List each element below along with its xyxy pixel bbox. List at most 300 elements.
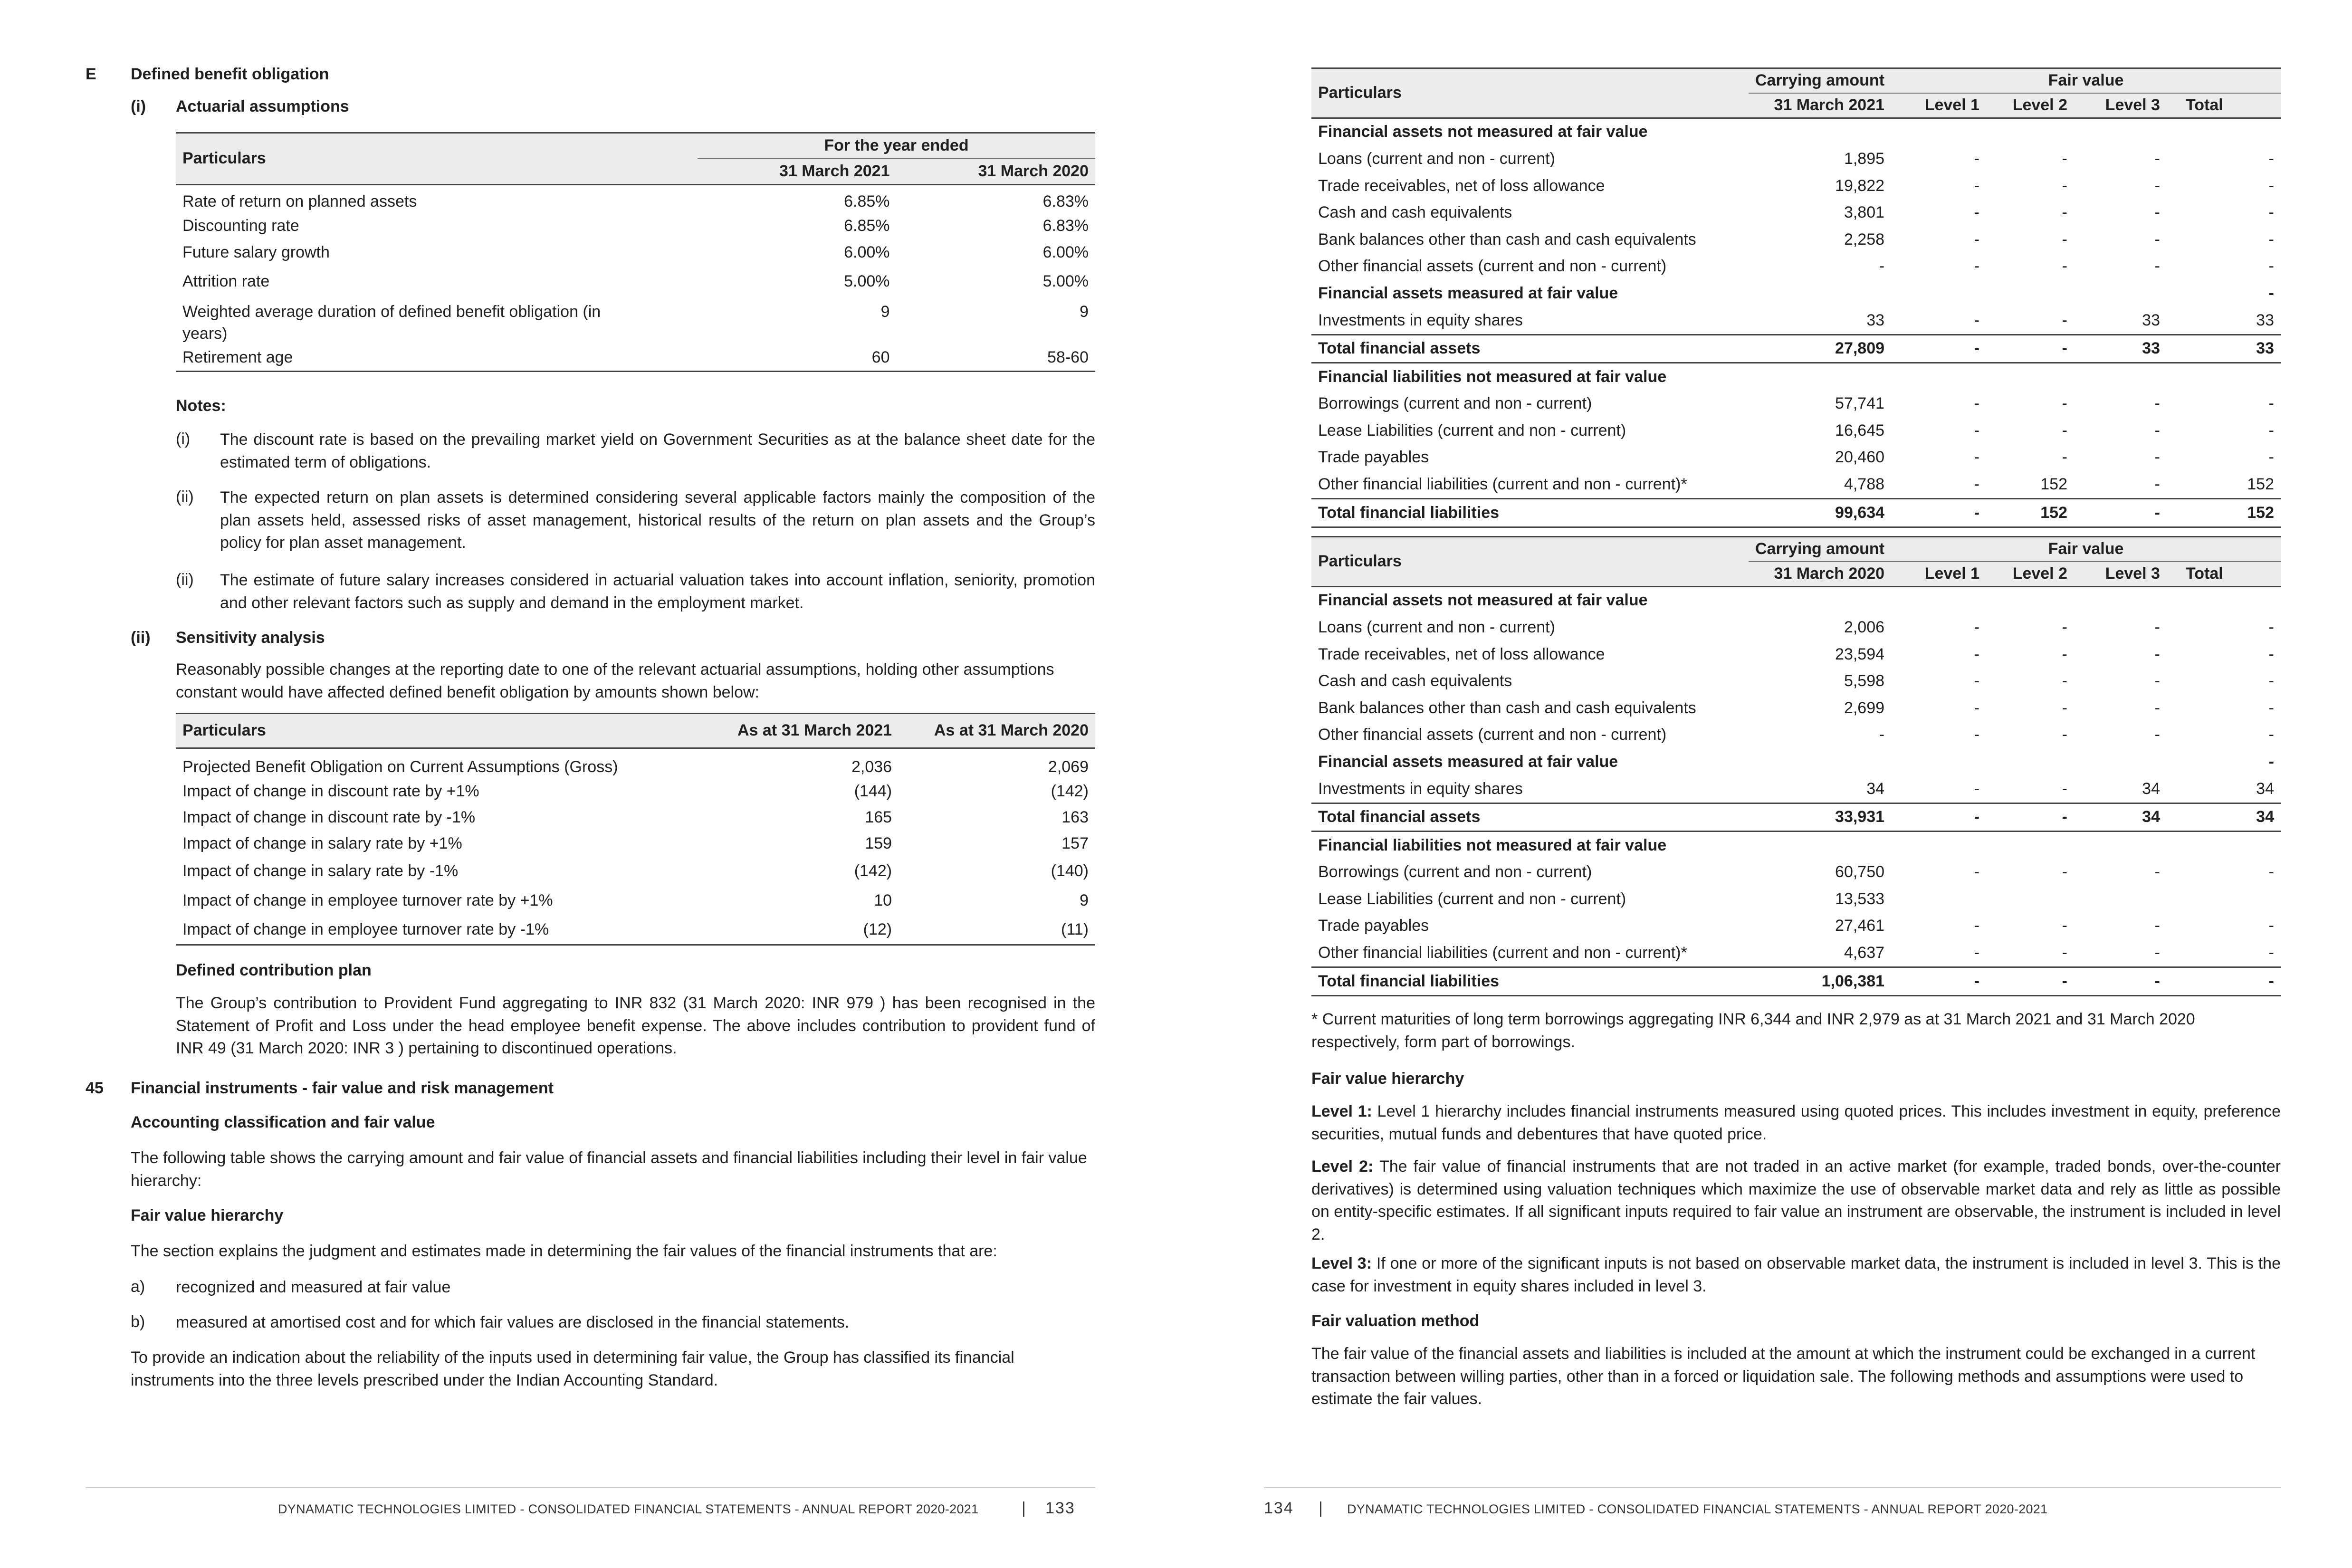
cell-level2: -	[2062, 176, 2067, 195]
cell-level2: -	[2062, 726, 2067, 744]
cell-total: -	[2268, 618, 2274, 636]
cell-2021: 165	[865, 808, 892, 826]
row-label: Retirement age	[182, 348, 293, 366]
section-row	[1311, 587, 2281, 614]
cell-level2	[1986, 363, 2074, 391]
cell-carrying	[1749, 363, 1891, 391]
table-row	[1311, 307, 2281, 335]
cell-level2: -	[2062, 698, 2067, 717]
row-label: Discounting rate	[182, 217, 299, 235]
cell-total: -	[2268, 284, 2274, 302]
table-row	[1311, 859, 2281, 886]
cell-carrying: 1,895	[1844, 149, 1885, 168]
col-level2: Level 2	[2012, 96, 2067, 115]
level2-text: The fair value of financial instruments that are not traded in an active market (for example, traded bonds, over-the-counter derivatives) is determined using valuation techniques which maximize the use of observable market data and rely as little as possible on entity-specific estimates. If all significant inputs required to fair value an instrument are observable, the instrument is included in level 2.	[1311, 1157, 2281, 1243]
table-row	[1311, 471, 2281, 499]
table-row	[1311, 913, 2281, 940]
list-item: recognized and measured at fair value	[176, 1278, 451, 1296]
cell-carrying: 1,06,381	[1821, 972, 1885, 990]
cell-total: -	[2268, 203, 2274, 222]
cell-total	[2167, 363, 2281, 391]
cell-2021: 9	[880, 303, 890, 321]
fvh-title: Fair value hierarchy	[131, 1206, 284, 1224]
cell-level1: -	[1974, 230, 1980, 249]
cell-2020: (140)	[1051, 862, 1089, 880]
cell-carrying: 16,645	[1835, 421, 1885, 440]
row-label: Trade payables	[1318, 917, 1429, 935]
cell-level2: -	[2062, 944, 2067, 962]
cell-carrying	[1749, 587, 1891, 614]
cell-level3: -	[2154, 917, 2160, 935]
level1-para	[1311, 1100, 2281, 1146]
fvh-text: The section explains the judgment and estimates made in determining the fair values of the financial instruments that are:	[131, 1242, 997, 1260]
cell-level1: -	[1974, 203, 1980, 222]
table-row	[1311, 775, 2281, 803]
cell-level2: -	[2062, 394, 2067, 413]
cell-2021: (142)	[854, 862, 892, 880]
footer-text: DYNAMATIC TECHNOLOGIES LIMITED - CONSOLIDATED FINANCIAL STATEMENTS - ANNUAL REPORT 2020-2021	[278, 1502, 979, 1516]
cell-carrying: 2,006	[1844, 618, 1885, 636]
cell-carrying	[1749, 280, 1891, 307]
fvm-text: The fair value of the financial assets and liabilities is included at the amount at which the instrument could be exchanged in a current transaction between willing parties, other than in a forced or liquidation sale. The following methods and assumptions were used to estimate the fair values.	[1311, 1345, 2256, 1408]
fair-value-table-2020	[1311, 536, 2281, 996]
row-label: Lease Liabilities (current and non - current)	[1318, 421, 1626, 440]
col-total: Total	[2185, 96, 2223, 115]
table-row	[1311, 668, 2281, 695]
row-label: Trade receivables, net of loss allowance	[1318, 176, 1605, 195]
row-label: Projected Benefit Obligation on Current Assumptions (Gross)	[182, 758, 618, 776]
cell-level3: -	[2154, 726, 2160, 744]
cell-level1: -	[1974, 394, 1980, 413]
total-row	[1311, 967, 2281, 996]
table-row	[1311, 146, 2281, 173]
cell-level3: -	[2154, 257, 2160, 276]
table-row	[176, 239, 1095, 266]
row-label: Cash and cash equivalents	[1318, 672, 1512, 690]
row-label: Total financial assets	[1318, 339, 1481, 358]
row-label: Trade payables	[1318, 448, 1429, 467]
cell-total: 34	[2256, 779, 2274, 798]
cell-level3: -	[2154, 394, 2160, 413]
row-label: Total financial assets	[1318, 808, 1481, 826]
cell-level2: -	[2062, 645, 2067, 663]
cell-total: -	[2268, 917, 2274, 935]
closing-text: To provide an indication about the reliability of the inputs used in determining fair value, the Group has classified its financial instruments into the three levels prescribed under the Indian Accounting Standard.	[131, 1348, 1014, 1389]
cell-level1: -	[1974, 944, 1980, 962]
borrowings-footnote: * Current maturities of long term borrowings aggregating INR 6,344 and INR 2,979 as at 31 March 2021 and 31 March 2020 respectively, form part of borrowings.	[1311, 1010, 2195, 1051]
col-fair-value: Fair value	[1891, 537, 2281, 562]
cell-total: -	[2268, 421, 2274, 440]
cell-total: -	[2268, 698, 2274, 717]
fair-value-table-2021	[1311, 67, 2281, 528]
cell-level3: -	[2154, 944, 2160, 962]
cell-carrying: 3,801	[1844, 203, 1885, 222]
row-label: Financial assets measured at fair value	[1318, 284, 1618, 302]
table-row	[1311, 253, 2281, 280]
cell-level2: -	[2062, 863, 2067, 881]
cell-2021: (144)	[854, 782, 892, 800]
note-text: The estimate of future salary increases considered in actuarial valuation takes into account inflation, seniority, promotion and other relevant factors such as supply and demand in the employment market.	[220, 571, 1095, 612]
cell-level2: -	[2062, 808, 2067, 826]
cell-level1: -	[1974, 726, 1980, 744]
col-particulars: Particulars	[1318, 84, 1402, 102]
cell-carrying: 20,460	[1835, 448, 1885, 467]
row-label-multiline	[176, 297, 698, 347]
cell-level1: -	[1974, 808, 1980, 826]
level1-lead: Level 1:	[1311, 1102, 1372, 1120]
dcp-title: Defined contribution plan	[176, 961, 372, 979]
section-title: Financial instruments - fair value and risk management	[131, 1079, 554, 1097]
row-label: Financial assets measured at fair value	[1318, 752, 1618, 771]
cell-level3	[2074, 363, 2167, 391]
cell-level1: -	[1974, 972, 1980, 990]
table-row	[176, 347, 1095, 372]
cell-level3: -	[2154, 149, 2160, 168]
cell-level3: -	[2154, 645, 2160, 663]
row-label: Other financial assets (current and non - current)	[1318, 257, 1667, 276]
cell-level3: -	[2154, 448, 2160, 467]
cell-level3	[2074, 886, 2167, 913]
cell-level1: -	[1974, 672, 1980, 690]
row-label: Cash and cash equivalents	[1318, 203, 1512, 222]
col-2021: 31 March 2021	[779, 162, 890, 181]
cell-total	[2167, 832, 2281, 859]
section-row	[1311, 749, 2281, 776]
cell-carrying: 60,750	[1835, 863, 1885, 881]
section-letter: E	[86, 65, 96, 83]
col-date: 31 March 2020	[1774, 564, 1885, 583]
cell-level1: -	[1974, 863, 1980, 881]
note-num: (i)	[176, 430, 191, 448]
row-label: Bank balances other than cash and cash equivalents	[1318, 230, 1696, 249]
list-item: measured at amortised cost and for which fair values are disclosed in the financial statements.	[176, 1313, 850, 1331]
row-label: Attrition rate	[182, 272, 270, 291]
table-row	[1311, 940, 2281, 967]
cell-level2: -	[2062, 779, 2067, 798]
cell-carrying	[1749, 749, 1891, 776]
cell-level2	[1986, 118, 2074, 146]
cell-2020: 58-60	[1047, 348, 1089, 366]
cell-level1: -	[1974, 176, 1980, 195]
cell-carrying: 4,637	[1844, 944, 1885, 962]
cell-total: 33	[2256, 311, 2274, 329]
col-particulars: Particulars	[182, 149, 266, 168]
cell-level3: 33	[2142, 311, 2160, 329]
row-label: Investments in equity shares	[1318, 779, 1523, 798]
cell-total: -	[2268, 230, 2274, 249]
cell-level2: 152	[2040, 475, 2067, 494]
cell-carrying: 2,258	[1844, 230, 1885, 249]
col-date: 31 March 2021	[1774, 96, 1885, 115]
cell-carrying: 19,822	[1835, 176, 1885, 195]
cell-level2	[1986, 886, 2074, 913]
table-row	[1311, 886, 2281, 913]
section-row	[1311, 832, 2281, 859]
row-label: Loans (current and non - current)	[1318, 618, 1555, 636]
row-label: Financial assets not measured at fair value	[1318, 123, 1648, 141]
row-label: Lease Liabilities (current and non - current)	[1318, 889, 1626, 908]
list-num: a)	[131, 1278, 145, 1296]
subsection-num: (i)	[131, 97, 146, 115]
cell-level3: -	[2154, 672, 2160, 690]
cell-2020: 6.83%	[1042, 217, 1089, 235]
total-row	[1311, 499, 2281, 527]
table-row	[176, 804, 1095, 831]
cell-level2	[1986, 832, 2074, 859]
col-level1: Level 1	[1924, 564, 1980, 583]
cell-level3	[2074, 832, 2167, 859]
cell-total	[2167, 587, 2281, 614]
cell-2020: 163	[1061, 808, 1089, 826]
cell-2020: 5.00%	[1042, 272, 1089, 291]
cell-level3: 34	[2142, 779, 2160, 798]
table-row	[1311, 695, 2281, 722]
cell-carrying: -	[1879, 726, 1885, 744]
cell-total: -	[2268, 394, 2274, 413]
cell-2021: 6.85%	[844, 217, 890, 235]
table-row	[176, 916, 1095, 945]
level3-text: If one or more of the significant inputs is not based on observable market data, the instrument is included in level 3. This is the case for investment in equity shares included in level 3.	[1311, 1254, 2281, 1295]
row-label: Financial liabilities not measured at fair value	[1318, 836, 1667, 854]
col-carrying: Carrying amount	[1749, 537, 1891, 562]
footer-rule	[86, 1487, 1095, 1488]
table-row	[176, 831, 1095, 857]
col-2021: As at 31 March 2021	[737, 721, 892, 740]
footer-rule	[1264, 1487, 2281, 1488]
row-label: Rate of return on planned assets	[182, 192, 417, 211]
table-row	[176, 748, 1095, 779]
col-total: Total	[2185, 564, 2223, 583]
subsection-title: Actuarial assumptions	[176, 97, 349, 115]
col-particulars: Particulars	[1318, 552, 1402, 571]
col-2020: As at 31 March 2020	[934, 721, 1089, 740]
row-label: Trade receivables, net of loss allowance	[1318, 645, 1605, 663]
acf-text: The following table shows the carrying amount and fair value of financial assets and financial liabilities including their level in fair value hierarchy:	[131, 1149, 1087, 1190]
page-number: 134	[1264, 1499, 1294, 1517]
cell-level2: -	[2062, 203, 2067, 222]
col-fair-value: Fair value	[1891, 68, 2281, 94]
cell-level2: -	[2062, 311, 2067, 329]
cell-level1: -	[1974, 339, 1980, 358]
table-row	[1311, 418, 2281, 445]
col-level3: Level 3	[2105, 564, 2160, 583]
cell-2020: 157	[1061, 834, 1089, 852]
row-label: Loans (current and non - current)	[1318, 149, 1555, 168]
cell-level2: -	[2062, 618, 2067, 636]
cell-total: -	[2268, 448, 2274, 467]
col-2020: 31 March 2020	[978, 162, 1089, 181]
cell-2020: 6.83%	[1042, 192, 1089, 211]
cell-level3: -	[2154, 230, 2160, 249]
cell-level1: -	[1974, 421, 1980, 440]
list-num: b)	[131, 1313, 145, 1331]
cell-total: -	[2268, 752, 2274, 771]
cell-2021: 6.85%	[844, 192, 890, 211]
cell-level2: -	[2062, 448, 2067, 467]
cell-total: -	[2268, 863, 2274, 881]
table-row	[1311, 226, 2281, 253]
col-carrying: Carrying amount	[1749, 68, 1891, 94]
cell-carrying: 33	[1866, 311, 1885, 329]
cell-2020: 6.00%	[1042, 243, 1089, 262]
cell-level1	[1891, 280, 1986, 307]
cell-level1: -	[1974, 917, 1980, 935]
cell-2021: 60	[871, 348, 890, 366]
footer-sep: |	[1022, 1499, 1026, 1517]
cell-2020: 9	[1080, 891, 1089, 910]
cell-carrying: 34	[1866, 779, 1885, 798]
table-row	[176, 886, 1095, 916]
cell-level3	[2074, 118, 2167, 146]
row-label-cont: years)	[182, 324, 228, 343]
section-row	[1311, 363, 2281, 391]
cell-level1: -	[1974, 257, 1980, 276]
cell-level3	[2074, 587, 2167, 614]
cell-2020: (142)	[1051, 782, 1089, 800]
cell-level1: -	[1974, 503, 1980, 522]
cell-level1: -	[1974, 618, 1980, 636]
row-label: Impact of change in salary rate by +1%	[182, 834, 462, 852]
row-label: Impact of change in discount rate by -1%	[182, 808, 476, 826]
cell-2020: 2,069	[1048, 758, 1089, 776]
footer-text: DYNAMATIC TECHNOLOGIES LIMITED - CONSOLIDATED FINANCIAL STATEMENTS - ANNUAL REPORT 2020-2021	[1347, 1502, 2048, 1516]
cell-2021: 10	[874, 891, 892, 910]
cell-total: -	[2268, 672, 2274, 690]
cell-total: 152	[2247, 503, 2274, 522]
col-particulars: Particulars	[182, 721, 266, 740]
cell-level3: -	[2154, 618, 2160, 636]
row-label: Future salary growth	[182, 243, 330, 262]
cell-total	[2167, 886, 2281, 913]
page-number: 133	[1045, 1499, 1075, 1517]
cell-level1: -	[1974, 448, 1980, 467]
row-label: Impact of change in salary rate by -1%	[182, 862, 459, 880]
table-row	[176, 213, 1095, 239]
cell-level2	[1986, 280, 2074, 307]
cell-total: -	[2268, 972, 2274, 990]
level1-text: Level 1 hierarchy includes financial instruments measured using quoted prices. This includes investment in equity, preference securities, mutual funds and debentures that have quoted price.	[1311, 1102, 2281, 1143]
cell-carrying: 57,741	[1835, 394, 1885, 413]
cell-carrying: 5,598	[1844, 672, 1885, 690]
section-row	[1311, 280, 2281, 307]
cell-total: 34	[2256, 808, 2274, 826]
cell-level1: -	[1974, 311, 1980, 329]
cell-level2: -	[2062, 149, 2067, 168]
note-num: (ii)	[176, 488, 194, 506]
table-row	[1311, 614, 2281, 641]
cell-level3: -	[2154, 863, 2160, 881]
cell-carrying: 99,634	[1835, 503, 1885, 522]
sensitivity-table	[176, 713, 1095, 946]
row-label: Financial liabilities not measured at fair value	[1318, 367, 1667, 386]
cell-level1: -	[1974, 645, 1980, 663]
col-group: For the year ended	[698, 133, 1095, 159]
subsection-num: (ii)	[131, 629, 151, 647]
cell-level2: -	[2062, 339, 2067, 358]
cell-level2	[1986, 587, 2074, 614]
cell-level2: -	[2062, 421, 2067, 440]
cell-level2: 152	[2040, 503, 2067, 522]
cell-level3	[2074, 280, 2167, 307]
cell-total: -	[2268, 257, 2274, 276]
fvh-title: Fair value hierarchy	[1311, 1070, 1464, 1088]
table-row	[176, 266, 1095, 297]
row-label: Other financial assets (current and non - current)	[1318, 726, 1667, 744]
row-label: Total financial liabilities	[1318, 503, 1500, 522]
cell-level1	[1891, 118, 1986, 146]
cell-level1: -	[1974, 779, 1980, 798]
actuarial-assumptions-table	[176, 132, 1095, 372]
row-label: Investments in equity shares	[1318, 311, 1523, 329]
cell-2021: 5.00%	[844, 272, 890, 291]
table-row	[1311, 444, 2281, 471]
note-num: (ii)	[176, 571, 194, 589]
cell-level2	[1986, 749, 2074, 776]
row-label: Other financial liabilities (current and non - current)*	[1318, 944, 1687, 962]
table-row	[176, 857, 1095, 886]
cell-carrying: -	[1879, 257, 1885, 276]
level2-lead: Level 2:	[1311, 1157, 1374, 1176]
section-num: 45	[86, 1079, 104, 1097]
cell-level2: -	[2062, 917, 2067, 935]
level2-para	[1311, 1156, 2281, 1246]
cell-carrying: 2,699	[1844, 698, 1885, 717]
cell-level2: -	[2062, 230, 2067, 249]
cell-level1	[1891, 749, 1986, 776]
cell-total: 152	[2247, 475, 2274, 494]
cell-level1	[1891, 587, 1986, 614]
cell-level1: -	[1974, 698, 1980, 717]
row-label: Total financial liabilities	[1318, 972, 1500, 990]
row-label: Borrowings (current and non - current)	[1318, 863, 1592, 881]
cell-level1	[1891, 886, 1986, 913]
table-row	[1311, 391, 2281, 418]
note-text: The discount rate is based on the prevailing market yield on Government Securities as at the balance sheet date for the estimated term of obligations.	[220, 430, 1095, 471]
cell-total: 33	[2256, 339, 2274, 358]
cell-2021: 6.00%	[844, 243, 890, 262]
cell-level3: -	[2154, 203, 2160, 222]
sensitivity-intro: Reasonably possible changes at the reporting date to one of the relevant actuarial assumptions, holding other assumptions constant would have affected defined benefit obligation by amounts shown below:	[176, 660, 1054, 701]
table-row	[176, 185, 1095, 213]
section-row	[1311, 118, 2281, 146]
cell-level3: -	[2154, 475, 2160, 494]
cell-level2: -	[2062, 257, 2067, 276]
cell-total: -	[2268, 645, 2274, 663]
row-label: Bank balances other than cash and cash equivalents	[1318, 698, 1696, 717]
cell-total	[2167, 118, 2281, 146]
cell-total: -	[2268, 726, 2274, 744]
row-label: Other financial liabilities (current and non - current)*	[1318, 475, 1687, 494]
cell-level1: -	[1974, 475, 1980, 494]
footer-sep: |	[1319, 1499, 1323, 1517]
cell-level3: 33	[2142, 339, 2160, 358]
row-label: Weighted average duration of defined benefit obligation (in	[182, 303, 601, 321]
cell-2020: 9	[1080, 303, 1089, 321]
cell-total: -	[2268, 944, 2274, 962]
row-label: Borrowings (current and non - current)	[1318, 394, 1592, 413]
level3-lead: Level 3:	[1311, 1254, 1372, 1272]
cell-carrying: 4,788	[1844, 475, 1885, 494]
cell-2021: 2,036	[851, 758, 892, 776]
cell-carrying: 23,594	[1835, 645, 1885, 663]
notes-title: Notes:	[176, 397, 226, 415]
cell-level3: -	[2154, 972, 2160, 990]
cell-carrying: 33,931	[1835, 808, 1885, 826]
row-label: Impact of change in discount rate by +1%	[182, 782, 479, 800]
cell-level3: -	[2154, 176, 2160, 195]
level3-para	[1311, 1252, 2281, 1298]
table-row	[1311, 200, 2281, 227]
